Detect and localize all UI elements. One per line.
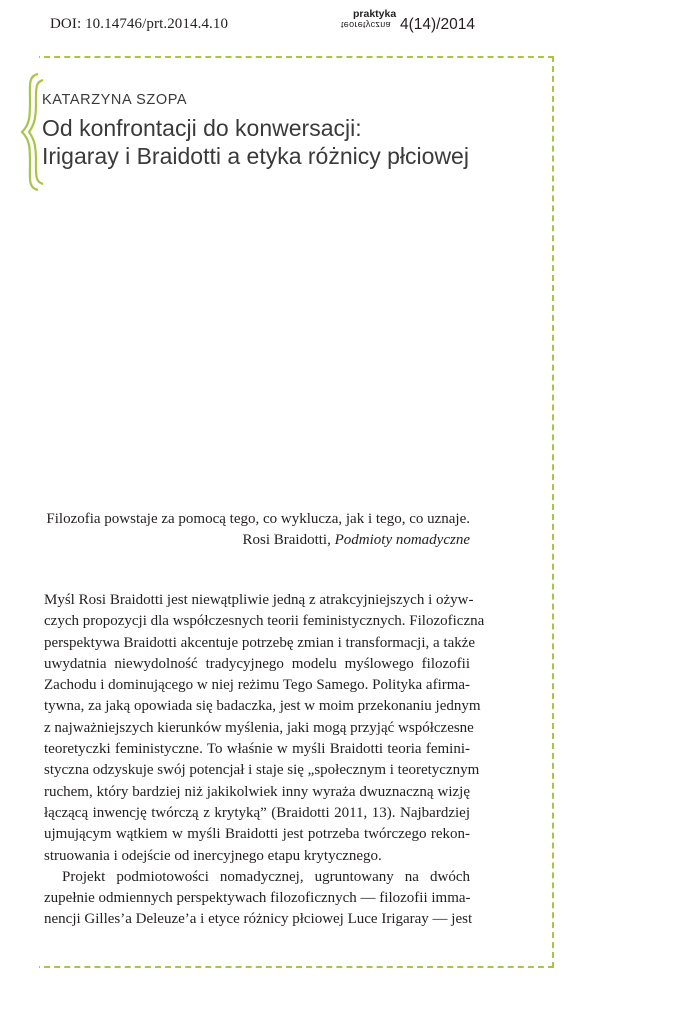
- text-line: czych propozycji dla współczesnych teorii feministycznych. Filozoficzna: [44, 613, 485, 630]
- text-line: teoretyczki feministyczne. To właśnie w myśli Braidotti teoria femini-: [44, 741, 470, 758]
- text-line: perspektywa Braidotti akcentuje potrzebę zmian i transformacji, a także: [44, 634, 476, 651]
- paragraph: [44, 867, 473, 931]
- epigraph-source: [44, 530, 470, 551]
- text-line: styczna odzyskuje swój potencjał i staje się „społecznym i teoretycznym: [44, 762, 480, 779]
- epigraph-author: Rosi Braidotti,: [242, 532, 335, 548]
- text-line: z najważniejszych kierunków myślenia, jaki mogą przyjąć współczesne: [44, 719, 474, 736]
- journal-name-top: praktyka: [353, 8, 397, 20]
- text-line: uwydatnia niewydolność tradycyjnego modelu myślowego filozofii: [44, 655, 470, 672]
- journal-name-bottom: teoretyczna: [341, 20, 391, 30]
- paragraph: [44, 590, 485, 867]
- text-line: Zachodu i dominującego w niej reżimu Tego Samego. Polityka afirma-: [44, 677, 471, 694]
- text-line: łączącą inwencję twórczą z krytyką” (Braidotti 2011, 13). Najbardziej: [44, 804, 470, 821]
- journal-logo: [340, 8, 475, 38]
- text-line: nencji Gilles’a Deleuze’a i etyce różnicy płciowej Luce Irigaray — jest: [44, 911, 473, 928]
- text-line: zupełnie odmiennych perspektywach filozoficznych — filozofii imma-: [44, 890, 471, 907]
- text-line: tywna, za jaką opowiada się badaczka, jest w moim przekonaniu jednym: [44, 698, 481, 715]
- article-title: [42, 114, 512, 170]
- title-line: Irigaray i Braidotti a etyka różnicy płciowej: [42, 143, 469, 169]
- article-author: KATARZYNA SZOPA: [42, 92, 188, 108]
- text-line: struowania i odejście od inercyjnego etapu krytycznego.: [44, 847, 382, 864]
- article-body: [44, 590, 485, 931]
- text-line: Projekt podmiotowości nomadycznej, ugruntowany na dwóch: [62, 868, 470, 885]
- doi-identifier: DOI: 10.14746/prt.2014.4.10: [50, 16, 229, 32]
- epigraph: [44, 509, 470, 551]
- issue-number: 4(14)/2014: [400, 16, 475, 33]
- text-line: Myśl Rosi Braidotti jest niewątpliwie jedną z atrakcyjniejszych i ożyw-: [44, 592, 474, 608]
- text-line: ruchem, który bardziej niż jakikolwiek inny wyraża dwuznaczną wizję: [44, 783, 470, 800]
- title-line: Od konfrontacji do konwersacji:: [42, 115, 362, 141]
- epigraph-quote: Filozofia powstaje za pomocą tego, co wyklucza, jak i tego, co uznaje.: [46, 511, 470, 527]
- text-line: ujmującym wątkiem w myśli Braidotti jest potrzeba twórczego rekon-: [44, 826, 470, 843]
- epigraph-book-title: Podmioty nomadyczne: [334, 532, 470, 548]
